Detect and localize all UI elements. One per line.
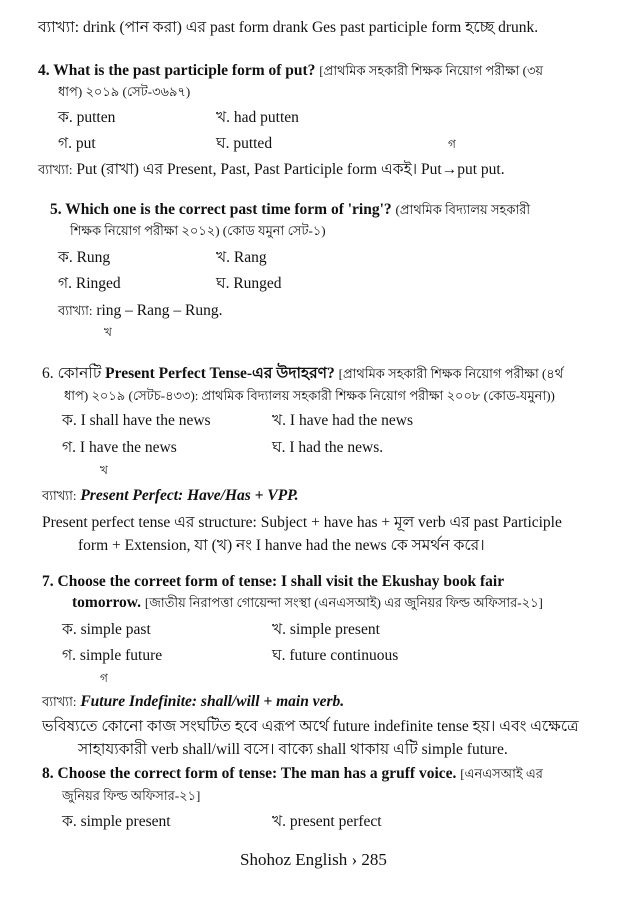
answer-mark: গ <box>100 671 108 685</box>
option-b: খ. had putten <box>216 109 299 126</box>
question-7-cont <box>72 593 543 613</box>
option-d: ঘ. I had the news. <box>272 439 384 456</box>
option-d: ঘ. putted <box>216 135 273 152</box>
explanation-text: Put (রাখা) এর Present, Past, Past Participle form একই। Put→put put. <box>76 161 505 178</box>
question-source-cont: জুনিয়র ফিল্ড অফিসার-২১] <box>62 788 201 803</box>
option-b: খ. simple present <box>272 621 380 638</box>
explanation-formula <box>42 486 299 506</box>
question-source-cont: শিক্ষক নিয়োগ পরীক্ষা ২০১২) (কোড যমুনা সেট-১) <box>70 223 326 238</box>
option-b: খ. I have had the news <box>272 412 414 429</box>
question-source: [প্রাথমিক সহকারী শিক্ষক নিয়োগ পরীক্ষা (৪র্থ <box>338 366 564 381</box>
question-8 <box>42 764 543 784</box>
question-4 <box>38 61 543 81</box>
option-c: গ. simple future <box>62 647 163 664</box>
answer-mark: খ <box>104 325 112 339</box>
option-a: ক. putten <box>58 109 116 126</box>
explanation-line-2: form + Extension, যা (খ) নং I hanve had the news কে সমর্থন করে। <box>78 537 485 554</box>
explanation-line-1: Present perfect tense এর structure: Subject + have has + মূল verb এর past Participle <box>42 514 562 531</box>
question-source-cont: ধাপ) ২০১৯ (সেট-৩৬৯৭) <box>58 84 191 99</box>
explanation-label: ব্যাখ্যা: <box>38 162 73 177</box>
option-c: গ. I have the news <box>62 439 177 456</box>
formula-text: Future Indefinite: shall/will + main verb. <box>80 693 345 710</box>
option-c: গ. Ringed <box>58 275 121 292</box>
question-source: [জাতীয় নিরাপত্তা গোয়েন্দা সংস্থা (এনএসআই) এর জুনিয়র ফিল্ড অফিসার-২১] <box>144 595 543 610</box>
answer-mark: খ <box>100 463 108 477</box>
option-a: ক. I shall have the news <box>62 412 211 429</box>
option-a: ক. Rung <box>58 249 111 266</box>
question-text: tomorrow. <box>72 594 142 611</box>
explanation-label: ব্যাখ্যা: <box>42 488 77 503</box>
question-text: 4. What is the past participle form of put? <box>38 62 316 79</box>
option-d: ঘ. Runged <box>216 275 282 292</box>
formula-text: Present Perfect: Have/Has + VPP. <box>80 487 299 504</box>
answer-mark: গ <box>448 137 456 151</box>
explanation-text: ring – Rang – Rung. <box>96 302 223 319</box>
explanation-formula <box>42 692 344 712</box>
question-source: [এনএসআই এর <box>460 766 543 781</box>
question-6 <box>42 364 563 384</box>
option-d: ঘ. future continuous <box>272 647 399 664</box>
question-7: 7. Choose the correet form of tense: I shall visit the Ekushay book fair <box>42 573 505 590</box>
question-keyword: Present Perfect Tense <box>105 365 247 382</box>
explanation <box>58 301 223 321</box>
option-c: গ. put <box>58 135 96 152</box>
page-footer: Shohoz English › 285 <box>240 850 387 869</box>
explanation <box>38 160 505 180</box>
explanation-label: ব্যাখ্যা: <box>42 694 77 709</box>
explanation-line-1: ভবিষ্যতে কোনো কাজ সংঘটিত হবে এরূপ অর্থে future indefinite tense হয়। এবং এক্ষেত্রে <box>42 718 579 735</box>
option-b: খ. Rang <box>216 249 267 266</box>
explanation-label: ব্যাখ্যা: <box>38 19 80 36</box>
question-source: (প্রাথমিক বিদ্যালয় সহকারী <box>395 202 531 217</box>
question-text: 8. Choose the correct form of tense: The man has a gruff voice. <box>42 765 457 782</box>
question-end: -এর উদাহরণ? <box>246 365 335 382</box>
intro-explanation <box>38 18 538 38</box>
option-a: ক. simple past <box>62 621 151 638</box>
question-5 <box>50 200 530 220</box>
explanation-line-2: সাহায্যকারী verb shall/will বসে। বাক্যে shall থাকায় এটি simple future. <box>78 741 508 758</box>
question-text: 5. Which one is the correct past time form of 'ring'? <box>50 201 392 218</box>
question-source: [প্রাথমিক সহকারী শিক্ষক নিয়োগ পরীক্ষা (৩য় <box>319 63 544 78</box>
option-b: খ. present perfect <box>272 813 382 830</box>
explanation-text: drink (পান করা) এর past form drank Ges past participle form হচ্ছে drunk. <box>82 19 539 36</box>
explanation-label: ব্যাখ্যা: <box>58 303 93 318</box>
question-number: 6. কোনটি <box>42 365 102 382</box>
option-a: ক. simple present <box>62 813 171 830</box>
question-source-cont: ধাপ) ২০১৯ (সেটচ-৪৩৩): প্রাথমিক বিদ্যালয় সহকারী শিক্ষক নিয়োগ পরীক্ষা ২০০৮ (কোড-যমুনা)) <box>64 388 555 403</box>
